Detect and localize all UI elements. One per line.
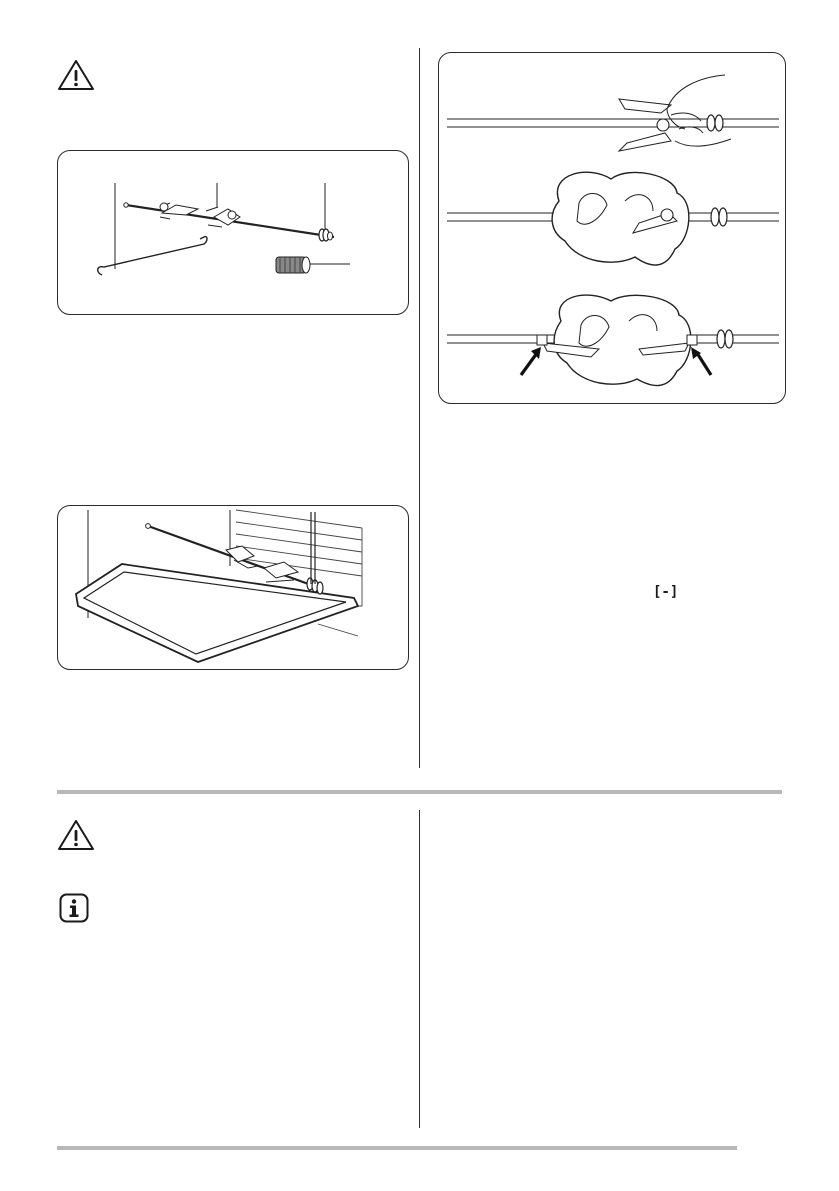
figure-spit-on-tray — [57, 505, 409, 670]
section-rule-bottom — [57, 1146, 737, 1150]
figure-rotisserie-parts — [57, 150, 409, 315]
column-divider-top — [419, 48, 420, 768]
info-icon — [59, 893, 89, 928]
figure-chicken-on-spit — [438, 52, 786, 404]
warning-triangle-icon — [56, 58, 96, 97]
section-rule-top — [57, 790, 782, 794]
column-divider-bottom — [419, 810, 420, 1128]
warning-triangle-icon — [56, 818, 96, 857]
rotisserie-function-symbol: [-] — [653, 584, 679, 600]
